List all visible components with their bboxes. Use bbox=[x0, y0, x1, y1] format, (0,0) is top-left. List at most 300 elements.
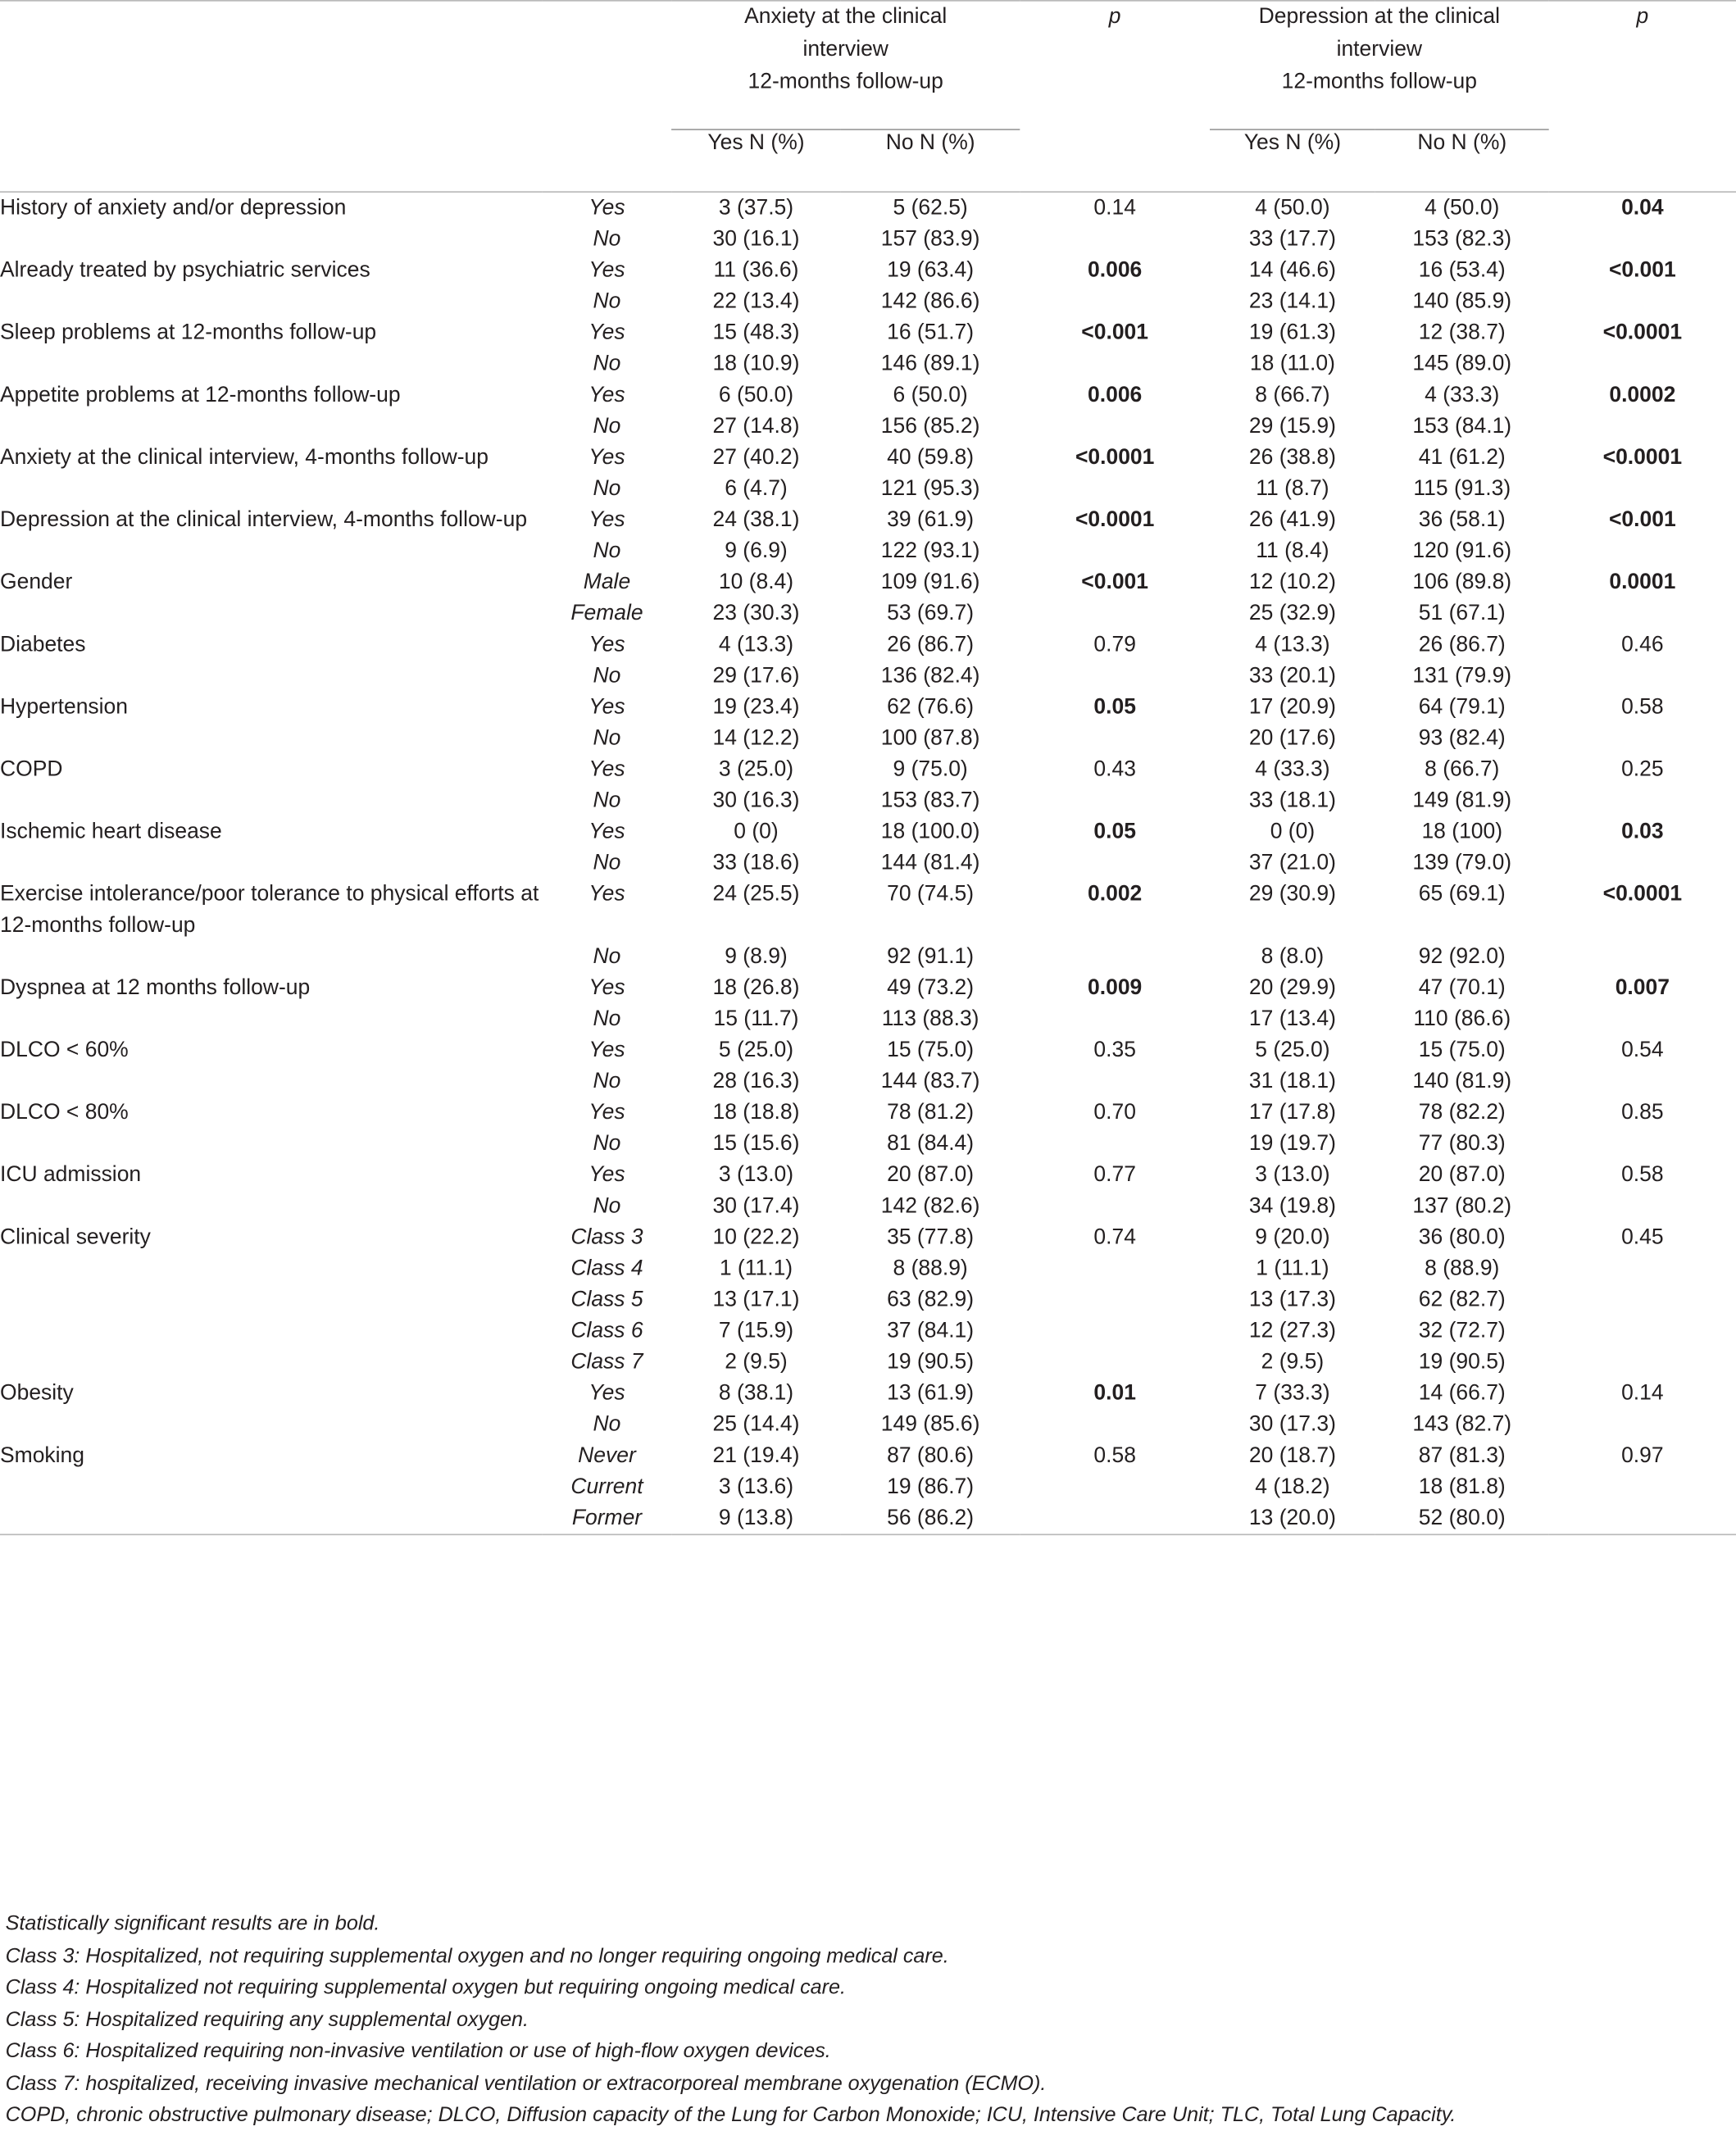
table-row bbox=[0, 723, 1736, 754]
table-row bbox=[0, 1378, 1736, 1409]
header-blank-p1 bbox=[1020, 129, 1210, 192]
depression-no-cell: 32 (72.7) bbox=[1418, 1320, 1506, 1343]
depression-yes-cell: 34 (19.8) bbox=[1248, 1194, 1336, 1218]
category-cell: Former bbox=[571, 1506, 643, 1530]
table-footnotes bbox=[6, 1908, 1728, 2131]
variable-cell bbox=[0, 1471, 543, 1502]
category-cell: Yes bbox=[589, 633, 625, 657]
depression-yes-cell: 9 (20.0) bbox=[1255, 1225, 1330, 1249]
depression-yes-header: Yes N (%) bbox=[1243, 131, 1342, 155]
anxiety-no-cell: 121 (95.3) bbox=[880, 477, 980, 501]
category-cell: No bbox=[593, 227, 621, 252]
depression-no-cell: 4 (33.3) bbox=[1425, 384, 1500, 407]
depression-no-cell: 20 (87.0) bbox=[1418, 1163, 1506, 1187]
variable-cell: Clinical severity bbox=[0, 1225, 151, 1249]
depression-yes-cell: 4 (13.3) bbox=[1255, 633, 1330, 657]
depression-p-cell bbox=[1549, 473, 1736, 504]
depression-p-cell bbox=[1549, 1191, 1736, 1222]
depression-p-cell: 0.58 bbox=[1621, 695, 1664, 719]
depression-no-cell: 14 (66.7) bbox=[1418, 1382, 1506, 1406]
category-cell: Yes bbox=[589, 446, 625, 470]
depression-p-cell bbox=[1549, 723, 1736, 754]
depression-p-cell bbox=[1549, 286, 1736, 317]
depression-p-cell bbox=[1549, 1347, 1736, 1378]
anxiety-no-cell: 5 (62.5) bbox=[893, 196, 968, 220]
anxiety-p-cell bbox=[1020, 536, 1210, 567]
depression-p-cell bbox=[1549, 1066, 1736, 1097]
variable-cell: Hypertension bbox=[0, 695, 129, 719]
category-cell: Class 4 bbox=[570, 1256, 643, 1281]
depression-p-cell: <0.0001 bbox=[1602, 446, 1683, 470]
variable-cell bbox=[0, 411, 543, 442]
depression-yes-cell: 26 (41.9) bbox=[1248, 508, 1336, 532]
footnote-line: Class 4: Hospitalized not requiring supplemental oxygen but requiring ongoing medical care. bbox=[5, 1975, 846, 2000]
depression-p-cell: 0.46 bbox=[1621, 633, 1664, 657]
anxiety-yes-cell: 5 (25.0) bbox=[718, 1038, 794, 1062]
anxiety-no-cell: 20 (87.0) bbox=[887, 1163, 975, 1187]
table-row bbox=[0, 442, 1736, 473]
depression-no-cell: 78 (82.2) bbox=[1418, 1101, 1506, 1125]
anxiety-yes-cell: 27 (14.8) bbox=[712, 415, 800, 438]
depression-yes-cell: 33 (18.1) bbox=[1248, 789, 1336, 813]
depression-no-cell: 19 (90.5) bbox=[1418, 1351, 1506, 1374]
category-cell: No bbox=[593, 477, 621, 501]
anxiety-no-cell: 18 (100.0) bbox=[880, 820, 980, 844]
anxiety-yes-cell: 8 (38.1) bbox=[718, 1382, 794, 1406]
anxiety-p-cell bbox=[1020, 598, 1210, 629]
variable-cell bbox=[0, 1315, 543, 1347]
anxiety-yes-header: Yes N (%) bbox=[707, 131, 805, 155]
anxiety-p-cell bbox=[1020, 785, 1210, 816]
table-row bbox=[0, 224, 1736, 255]
anxiety-yes-cell: 30 (17.4) bbox=[712, 1194, 800, 1218]
header-blank-p2 bbox=[1549, 129, 1736, 192]
category-cell: Yes bbox=[589, 1038, 625, 1062]
category-cell: No bbox=[593, 726, 621, 751]
anxiety-no-cell: 9 (75.0) bbox=[893, 757, 968, 782]
anxiety-no-cell: 81 (84.4) bbox=[887, 1132, 975, 1156]
table-row bbox=[0, 661, 1736, 692]
depression-no-cell: 62 (82.7) bbox=[1418, 1288, 1506, 1312]
category-cell: No bbox=[593, 1007, 621, 1031]
anxiety-header-line3: 12-months follow-up bbox=[748, 70, 943, 94]
variable-cell: Smoking bbox=[0, 1444, 85, 1468]
table-row bbox=[0, 411, 1736, 442]
depression-no-cell: 153 (84.1) bbox=[1412, 415, 1512, 438]
depression-p-cell bbox=[1549, 661, 1736, 692]
variable-cell bbox=[0, 847, 543, 879]
depression-no-cell: 115 (91.3) bbox=[1413, 477, 1511, 501]
anxiety-p-cell bbox=[1020, 941, 1210, 972]
table-row bbox=[0, 1129, 1736, 1160]
depression-no-cell: 137 (80.2) bbox=[1412, 1194, 1512, 1218]
category-cell: Yes bbox=[589, 1382, 625, 1406]
anxiety-yes-cell: 9 (8.9) bbox=[725, 945, 788, 969]
category-cell: Class 7 bbox=[570, 1351, 643, 1374]
anxiety-no-cell: 19 (90.5) bbox=[887, 1351, 975, 1374]
depression-p-cell bbox=[1549, 1502, 1736, 1534]
depression-p-cell: 0.85 bbox=[1621, 1101, 1664, 1125]
anxiety-header-line1: Anxiety at the clinical bbox=[744, 5, 948, 29]
anxiety-yes-cell: 4 (13.3) bbox=[718, 633, 794, 657]
category-cell: Class 5 bbox=[570, 1288, 643, 1312]
anxiety-p-cell bbox=[1020, 847, 1210, 879]
variable-cell: Exercise intolerance/poor tolerance to physical efforts at 12-months follow-up bbox=[0, 883, 539, 938]
anxiety-p-cell: 0.006 bbox=[1088, 384, 1143, 407]
anxiety-p-cell: <0.001 bbox=[1081, 570, 1149, 594]
anxiety-no-cell: 40 (59.8) bbox=[887, 446, 975, 470]
category-cell: Yes bbox=[589, 820, 625, 844]
table-row bbox=[0, 972, 1736, 1003]
table-row bbox=[0, 1253, 1736, 1284]
anxiety-yes-cell: 18 (10.9) bbox=[712, 352, 800, 376]
variable-cell bbox=[0, 1253, 543, 1284]
depression-header-line1: Depression at the clinical bbox=[1258, 5, 1500, 29]
anxiety-no-cell: 39 (61.9) bbox=[887, 508, 975, 532]
table-row bbox=[0, 754, 1736, 785]
category-cell: Yes bbox=[589, 757, 625, 782]
table-row bbox=[0, 567, 1736, 598]
anxiety-no-cell: 62 (76.6) bbox=[887, 695, 975, 719]
anxiety-no-cell: 113 (88.3) bbox=[881, 1007, 979, 1031]
anxiety-no-cell: 122 (93.1) bbox=[880, 539, 980, 563]
category-cell: Male bbox=[583, 570, 631, 594]
variable-cell bbox=[0, 1347, 543, 1378]
depression-p-cell: 0.04 bbox=[1621, 196, 1664, 220]
header-blank bbox=[0, 1, 543, 129]
anxiety-p-cell: 0.77 bbox=[1093, 1163, 1136, 1187]
depression-yes-cell: 8 (66.7) bbox=[1255, 384, 1330, 407]
anxiety-yes-cell: 24 (25.5) bbox=[712, 883, 800, 906]
table-row bbox=[0, 816, 1736, 847]
depression-p-cell bbox=[1549, 785, 1736, 816]
depression-p-cell bbox=[1549, 941, 1736, 972]
depression-p-cell bbox=[1549, 1315, 1736, 1347]
anxiety-p-cell bbox=[1020, 473, 1210, 504]
depression-yes-cell: 29 (15.9) bbox=[1248, 415, 1336, 438]
variable-cell bbox=[0, 536, 543, 567]
depression-yes-cell: 29 (30.9) bbox=[1248, 883, 1336, 906]
category-cell: Class 3 bbox=[570, 1225, 643, 1249]
depression-yes-cell: 33 (20.1) bbox=[1248, 664, 1336, 688]
depression-yes-cell: 12 (27.3) bbox=[1248, 1320, 1336, 1343]
variable-cell: ICU admission bbox=[0, 1163, 142, 1187]
header-blank-cat bbox=[543, 1, 671, 129]
table-row bbox=[0, 1160, 1736, 1191]
anxiety-yes-cell: 19 (23.4) bbox=[712, 695, 800, 719]
variable-cell bbox=[0, 1502, 543, 1534]
category-cell: Class 6 bbox=[570, 1320, 643, 1343]
anxiety-yes-cell: 29 (17.6) bbox=[712, 664, 800, 688]
anxiety-p-cell bbox=[1020, 1066, 1210, 1097]
anxiety-p-cell bbox=[1020, 1315, 1210, 1347]
variable-cell: Depression at the clinical interview, 4-months follow-up bbox=[0, 508, 528, 532]
table-row bbox=[0, 629, 1736, 661]
anxiety-yes-cell: 33 (18.6) bbox=[712, 852, 800, 875]
anxiety-p-cell bbox=[1020, 661, 1210, 692]
depression-no-cell: 145 (89.0) bbox=[1412, 352, 1512, 376]
anxiety-no-cell: 15 (75.0) bbox=[887, 1038, 975, 1062]
category-cell: No bbox=[593, 290, 621, 314]
anxiety-yes-cell: 10 (22.2) bbox=[712, 1225, 800, 1249]
variable-cell bbox=[0, 473, 543, 504]
header-blank-2 bbox=[0, 129, 543, 192]
anxiety-p-cell bbox=[1020, 1284, 1210, 1315]
depression-p-cell: 0.45 bbox=[1621, 1225, 1664, 1249]
variable-cell: Dyspnea at 12 months follow-up bbox=[0, 976, 311, 1000]
depression-no-cell: 87 (81.3) bbox=[1418, 1444, 1506, 1468]
depression-no-cell: 15 (75.0) bbox=[1418, 1038, 1506, 1062]
depression-no-cell: 47 (70.1) bbox=[1418, 976, 1506, 1000]
anxiety-yes-cell: 9 (6.9) bbox=[725, 539, 788, 563]
anxiety-yes-cell: 27 (40.2) bbox=[712, 446, 800, 470]
table-row bbox=[0, 192, 1736, 224]
variable-cell: Sleep problems at 12-months follow-up bbox=[0, 321, 377, 345]
depression-yes-cell: 20 (29.9) bbox=[1248, 976, 1336, 1000]
variable-cell bbox=[0, 941, 543, 972]
variable-cell bbox=[0, 785, 543, 816]
anxiety-p-cell bbox=[1020, 411, 1210, 442]
footnote-line: Class 7: hospitalized, receiving invasive mechanical ventilation or extracorporeal membrane oxygenation (ECMO). bbox=[5, 2071, 1047, 2095]
table-row bbox=[0, 1035, 1736, 1066]
depression-no-cell: 36 (80.0) bbox=[1418, 1225, 1506, 1249]
anxiety-p-cell: 0.43 bbox=[1093, 757, 1136, 782]
table-row bbox=[0, 1471, 1736, 1502]
depression-no-cell: 110 (86.6) bbox=[1413, 1007, 1511, 1031]
depression-yes-cell: 11 (8.4) bbox=[1256, 539, 1329, 563]
depression-p-cell: <0.001 bbox=[1608, 508, 1676, 532]
depression-header-line2: interview bbox=[1336, 38, 1423, 61]
table-row bbox=[0, 1502, 1736, 1534]
depression-yes-cell: 14 (46.6) bbox=[1248, 259, 1336, 283]
category-cell: Yes bbox=[589, 1101, 625, 1125]
table-row bbox=[0, 536, 1736, 567]
table-row bbox=[0, 473, 1736, 504]
anxiety-no-cell: 142 (82.6) bbox=[880, 1194, 980, 1218]
table-row bbox=[0, 348, 1736, 379]
anxiety-no-cell: 16 (51.7) bbox=[887, 321, 975, 345]
depression-p-cell: 0.25 bbox=[1621, 757, 1664, 782]
depression-yes-cell: 20 (18.7) bbox=[1248, 1444, 1336, 1468]
anxiety-no-cell: 156 (85.2) bbox=[880, 415, 980, 438]
depression-no-cell: 16 (53.4) bbox=[1418, 259, 1506, 283]
depression-yes-cell: 33 (17.7) bbox=[1248, 227, 1336, 252]
variable-cell bbox=[0, 286, 543, 317]
anxiety-yes-cell: 22 (13.4) bbox=[712, 290, 800, 314]
anxiety-yes-cell: 15 (48.3) bbox=[712, 321, 800, 345]
depression-yes-cell: 1 (11.1) bbox=[1256, 1256, 1329, 1281]
table-row bbox=[0, 1347, 1736, 1378]
footnote-line: Statistically significant results are in bold. bbox=[5, 1912, 380, 1936]
depression-no-cell: 93 (82.4) bbox=[1418, 726, 1506, 751]
depression-yes-cell: 18 (11.0) bbox=[1249, 352, 1335, 376]
depression-p-cell: <0.0001 bbox=[1602, 883, 1683, 906]
depression-yes-cell: 4 (18.2) bbox=[1255, 1475, 1330, 1499]
anxiety-p-cell bbox=[1020, 348, 1210, 379]
depression-yes-cell: 19 (61.3) bbox=[1248, 321, 1336, 345]
depression-no-cell: 153 (82.3) bbox=[1412, 227, 1512, 252]
anxiety-p-cell: <0.0001 bbox=[1075, 508, 1155, 532]
depression-no-cell: 120 (91.6) bbox=[1412, 539, 1512, 563]
anxiety-no-cell: 26 (86.7) bbox=[887, 633, 975, 657]
anxiety-p-cell: 0.35 bbox=[1093, 1038, 1136, 1062]
variable-cell: Gender bbox=[0, 570, 73, 594]
depression-p-cell bbox=[1549, 598, 1736, 629]
anxiety-yes-cell: 1 (11.1) bbox=[719, 1256, 793, 1281]
depression-no-cell: 149 (81.9) bbox=[1412, 789, 1512, 813]
variable-cell bbox=[0, 661, 543, 692]
depression-no-cell: 92 (92.0) bbox=[1418, 945, 1506, 969]
depression-yes-cell: 7 (33.3) bbox=[1255, 1382, 1330, 1406]
anxiety-yes-cell: 23 (30.3) bbox=[712, 602, 800, 625]
anxiety-no-cell: 37 (84.1) bbox=[887, 1320, 975, 1343]
variable-cell bbox=[0, 1409, 543, 1440]
depression-header-line3: 12-months follow-up bbox=[1281, 70, 1478, 94]
depression-no-cell: 65 (69.1) bbox=[1418, 883, 1506, 906]
depression-no-cell: 36 (58.1) bbox=[1418, 508, 1506, 532]
depression-p-cell: 0.03 bbox=[1621, 820, 1664, 844]
anxiety-p-cell bbox=[1020, 1347, 1210, 1378]
depression-no-cell: 18 (100) bbox=[1421, 820, 1503, 844]
depression-p-cell: 0.54 bbox=[1621, 1038, 1664, 1062]
depression-yes-cell: 12 (10.2) bbox=[1248, 570, 1336, 594]
table-row bbox=[0, 1315, 1736, 1347]
anxiety-no-cell: 109 (91.6) bbox=[880, 570, 980, 594]
variable-cell: Already treated by psychiatric services bbox=[0, 259, 370, 283]
variable-cell bbox=[0, 348, 543, 379]
anxiety-p-cell bbox=[1020, 1471, 1210, 1502]
anxiety-p-cell bbox=[1020, 1003, 1210, 1034]
depression-no-cell: 64 (79.1) bbox=[1418, 695, 1506, 719]
anxiety-no-cell: 153 (83.7) bbox=[880, 789, 980, 813]
anxiety-header-line2: interview bbox=[802, 38, 888, 61]
variable-cell bbox=[0, 1129, 543, 1160]
depression-no-cell: 8 (66.7) bbox=[1425, 757, 1500, 782]
depression-no-cell: 26 (86.7) bbox=[1418, 633, 1506, 657]
depression-p-cell: 0.14 bbox=[1621, 1382, 1664, 1406]
depression-yes-cell: 31 (18.1) bbox=[1248, 1070, 1336, 1093]
table-row bbox=[0, 255, 1736, 286]
anxiety-yes-cell: 3 (37.5) bbox=[718, 196, 794, 220]
depression-yes-cell: 0 (0) bbox=[1270, 820, 1316, 844]
depression-p-cell bbox=[1549, 536, 1736, 567]
depression-yes-cell: 3 (13.0) bbox=[1255, 1163, 1330, 1187]
variable-cell: DLCO < 80% bbox=[0, 1101, 129, 1125]
category-cell: No bbox=[593, 1194, 621, 1218]
depression-no-cell: 77 (80.3) bbox=[1418, 1132, 1506, 1156]
depression-p-cell bbox=[1549, 411, 1736, 442]
anxiety-p-cell: 0.14 bbox=[1093, 196, 1136, 220]
variable-cell bbox=[0, 1191, 543, 1222]
anxiety-p-cell: <0.0001 bbox=[1075, 446, 1155, 470]
anxiety-no-cell: 35 (77.8) bbox=[887, 1225, 975, 1249]
anxiety-yes-cell: 13 (17.1) bbox=[712, 1288, 800, 1312]
depression-p-cell: 0.97 bbox=[1621, 1444, 1664, 1468]
depression-no-cell: 41 (61.2) bbox=[1418, 446, 1506, 470]
depression-p-cell: 0.0002 bbox=[1609, 384, 1676, 407]
variable-cell: Appetite problems at 12-months follow-up bbox=[0, 384, 401, 407]
anxiety-no-cell: 142 (86.6) bbox=[880, 290, 980, 314]
depression-no-cell: 8 (88.9) bbox=[1425, 1256, 1500, 1281]
anxiety-p-cell bbox=[1020, 286, 1210, 317]
table-row bbox=[0, 1191, 1736, 1222]
depression-p-cell bbox=[1549, 1284, 1736, 1315]
category-cell: Yes bbox=[589, 883, 625, 906]
table-row bbox=[0, 692, 1736, 723]
category-cell: No bbox=[593, 1132, 621, 1156]
table-row bbox=[0, 941, 1736, 972]
depression-no-cell: 18 (81.8) bbox=[1418, 1475, 1506, 1499]
anxiety-no-header: No N (%) bbox=[885, 131, 975, 155]
depression-no-cell: 139 (79.0) bbox=[1412, 852, 1512, 875]
depression-no-cell: 140 (85.9) bbox=[1412, 290, 1512, 314]
depression-yes-cell: 17 (20.9) bbox=[1248, 695, 1336, 719]
category-cell: No bbox=[593, 415, 621, 438]
anxiety-p-cell: 0.05 bbox=[1093, 695, 1136, 719]
variable-cell bbox=[0, 1003, 543, 1034]
anxiety-p-cell: 0.009 bbox=[1088, 976, 1143, 1000]
anxiety-p-cell bbox=[1020, 1129, 1210, 1160]
variable-cell: DLCO < 60% bbox=[0, 1038, 129, 1062]
anxiety-no-cell: 6 (50.0) bbox=[893, 384, 968, 407]
depression-no-cell: 140 (81.9) bbox=[1412, 1070, 1512, 1093]
anxiety-p-cell: 0.79 bbox=[1093, 633, 1136, 657]
anxiety-group-header bbox=[671, 1, 1020, 129]
anxiety-yes-cell: 14 (12.2) bbox=[712, 726, 800, 751]
anxiety-p-cell: 0.002 bbox=[1088, 883, 1143, 906]
category-cell: Yes bbox=[589, 976, 625, 1000]
category-cell: No bbox=[593, 789, 621, 813]
depression-yes-cell: 26 (38.8) bbox=[1248, 446, 1336, 470]
anxiety-no-cell: 136 (82.4) bbox=[880, 664, 980, 688]
depression-p-cell: <0.001 bbox=[1608, 259, 1676, 283]
header-blank-cat-2 bbox=[543, 129, 671, 192]
footnote-line: Class 6: Hospitalized requiring non-invasive ventilation or use of high-flow oxygen devices. bbox=[5, 2039, 831, 2063]
category-cell: No bbox=[593, 1413, 621, 1437]
anxiety-yes-cell: 3 (13.0) bbox=[718, 1163, 794, 1187]
depression-no-header: No N (%) bbox=[1417, 131, 1507, 155]
anxiety-yes-cell: 30 (16.3) bbox=[712, 789, 800, 813]
anxiety-yes-cell: 10 (8.4) bbox=[718, 570, 794, 594]
anxiety-yes-cell: 21 (19.4) bbox=[712, 1444, 800, 1468]
table-row bbox=[0, 1222, 1736, 1253]
variable-cell bbox=[0, 723, 543, 754]
depression-yes-cell: 8 (8.0) bbox=[1261, 945, 1325, 969]
depression-yes-cell: 13 (20.0) bbox=[1248, 1506, 1336, 1530]
depression-yes-cell: 17 (17.8) bbox=[1248, 1101, 1336, 1125]
depression-no-cell: 12 (38.7) bbox=[1418, 321, 1506, 345]
depression-yes-cell: 17 (13.4) bbox=[1248, 1007, 1336, 1031]
anxiety-yes-cell: 6 (4.7) bbox=[725, 477, 788, 501]
depression-yes-cell: 11 (8.7) bbox=[1256, 477, 1329, 501]
footnote-line: Class 3: Hospitalized, not requiring supplemental oxygen and no longer requiring ongoing medical care. bbox=[5, 1944, 949, 1968]
depression-yes-cell: 2 (9.5) bbox=[1261, 1351, 1325, 1374]
depression-group-header bbox=[1210, 1, 1549, 129]
depression-yes-cell: 19 (19.7) bbox=[1248, 1132, 1336, 1156]
anxiety-yes-cell: 15 (11.7) bbox=[713, 1007, 799, 1031]
anxiety-no-cell: 19 (63.4) bbox=[887, 259, 975, 283]
depression-yes-cell: 4 (33.3) bbox=[1255, 757, 1330, 782]
table-body bbox=[0, 192, 1736, 1534]
variable-cell: Anxiety at the clinical interview, 4-months follow-up bbox=[0, 446, 489, 470]
table-row bbox=[0, 1440, 1736, 1471]
anxiety-yes-cell: 15 (15.6) bbox=[712, 1132, 800, 1156]
category-cell: No bbox=[593, 352, 621, 376]
table-header bbox=[0, 1, 1736, 192]
anxiety-p-cell: 0.01 bbox=[1093, 1382, 1136, 1406]
depression-yes-cell: 30 (17.3) bbox=[1248, 1413, 1336, 1437]
table-row bbox=[0, 1409, 1736, 1440]
